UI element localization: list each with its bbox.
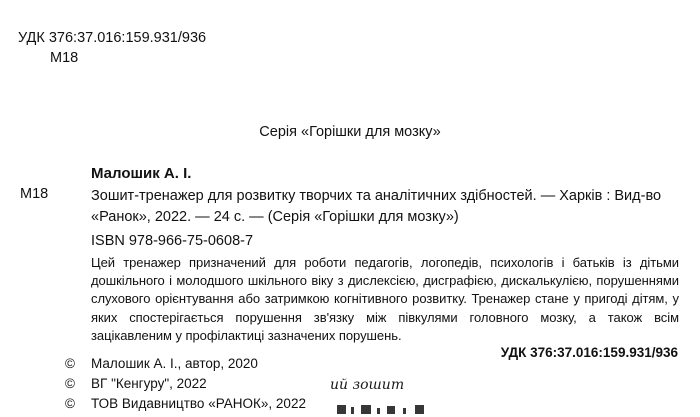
- author-mark: М18: [20, 186, 49, 202]
- copyright-text: ТОВ Видавництво «РАНОК», 2022: [91, 396, 306, 411]
- copyright-symbol: ©: [65, 356, 75, 371]
- background-cover-text: ий зошит: [330, 377, 405, 393]
- abstract: Цей тренажер призначений для роботи педагогів, логопедів, психологів і батьків із дітьми дошкільного і молодшого шкільного віку з дислексією, дисграфією, дискалькулією, порушеннями слухового орієнтування або затримкою когнітивного розвитку. Тренажер стане у пригоді дітям, у яких спостерігається порушення зв'язку між півкулями головного мозку, а також всім зацікавленим у профілактиці зазначених порушень.: [91, 255, 679, 343]
- udk-code-top: УДК 376:37.016:159.931/936: [18, 30, 207, 46]
- copyright-symbol: ©: [65, 376, 75, 391]
- background-cover-fragment: [335, 401, 455, 417]
- isbn: ISBN 978-966-75-0608-7: [91, 233, 254, 249]
- copyright-list: [65, 354, 306, 414]
- bibliographic-description: Зошит-тренажер для розвитку творчих та аналітичних здібностей. — Харків : Вид-во «Ранок», 2022. — 24 с. — (Серія «Горішки для мозку»): [91, 188, 662, 225]
- partial-letters-graphic: [335, 402, 455, 414]
- copyright-symbol: ©: [65, 396, 75, 411]
- copyright-text: Малошик А. І., автор, 2020: [91, 356, 258, 371]
- copyright-line: [65, 394, 306, 414]
- author-name: Малошик А. І.: [91, 165, 192, 182]
- author-mark-top: М18: [50, 50, 79, 66]
- copyright-line: [65, 354, 306, 374]
- udk-code-bottom: УДК 376:37.016:159.931/936: [500, 345, 678, 360]
- copyright-text: ВГ "Кенгуру", 2022: [91, 376, 207, 391]
- series-title: Серія «Горішки для мозку»: [259, 124, 441, 140]
- copyright-line: [65, 374, 306, 394]
